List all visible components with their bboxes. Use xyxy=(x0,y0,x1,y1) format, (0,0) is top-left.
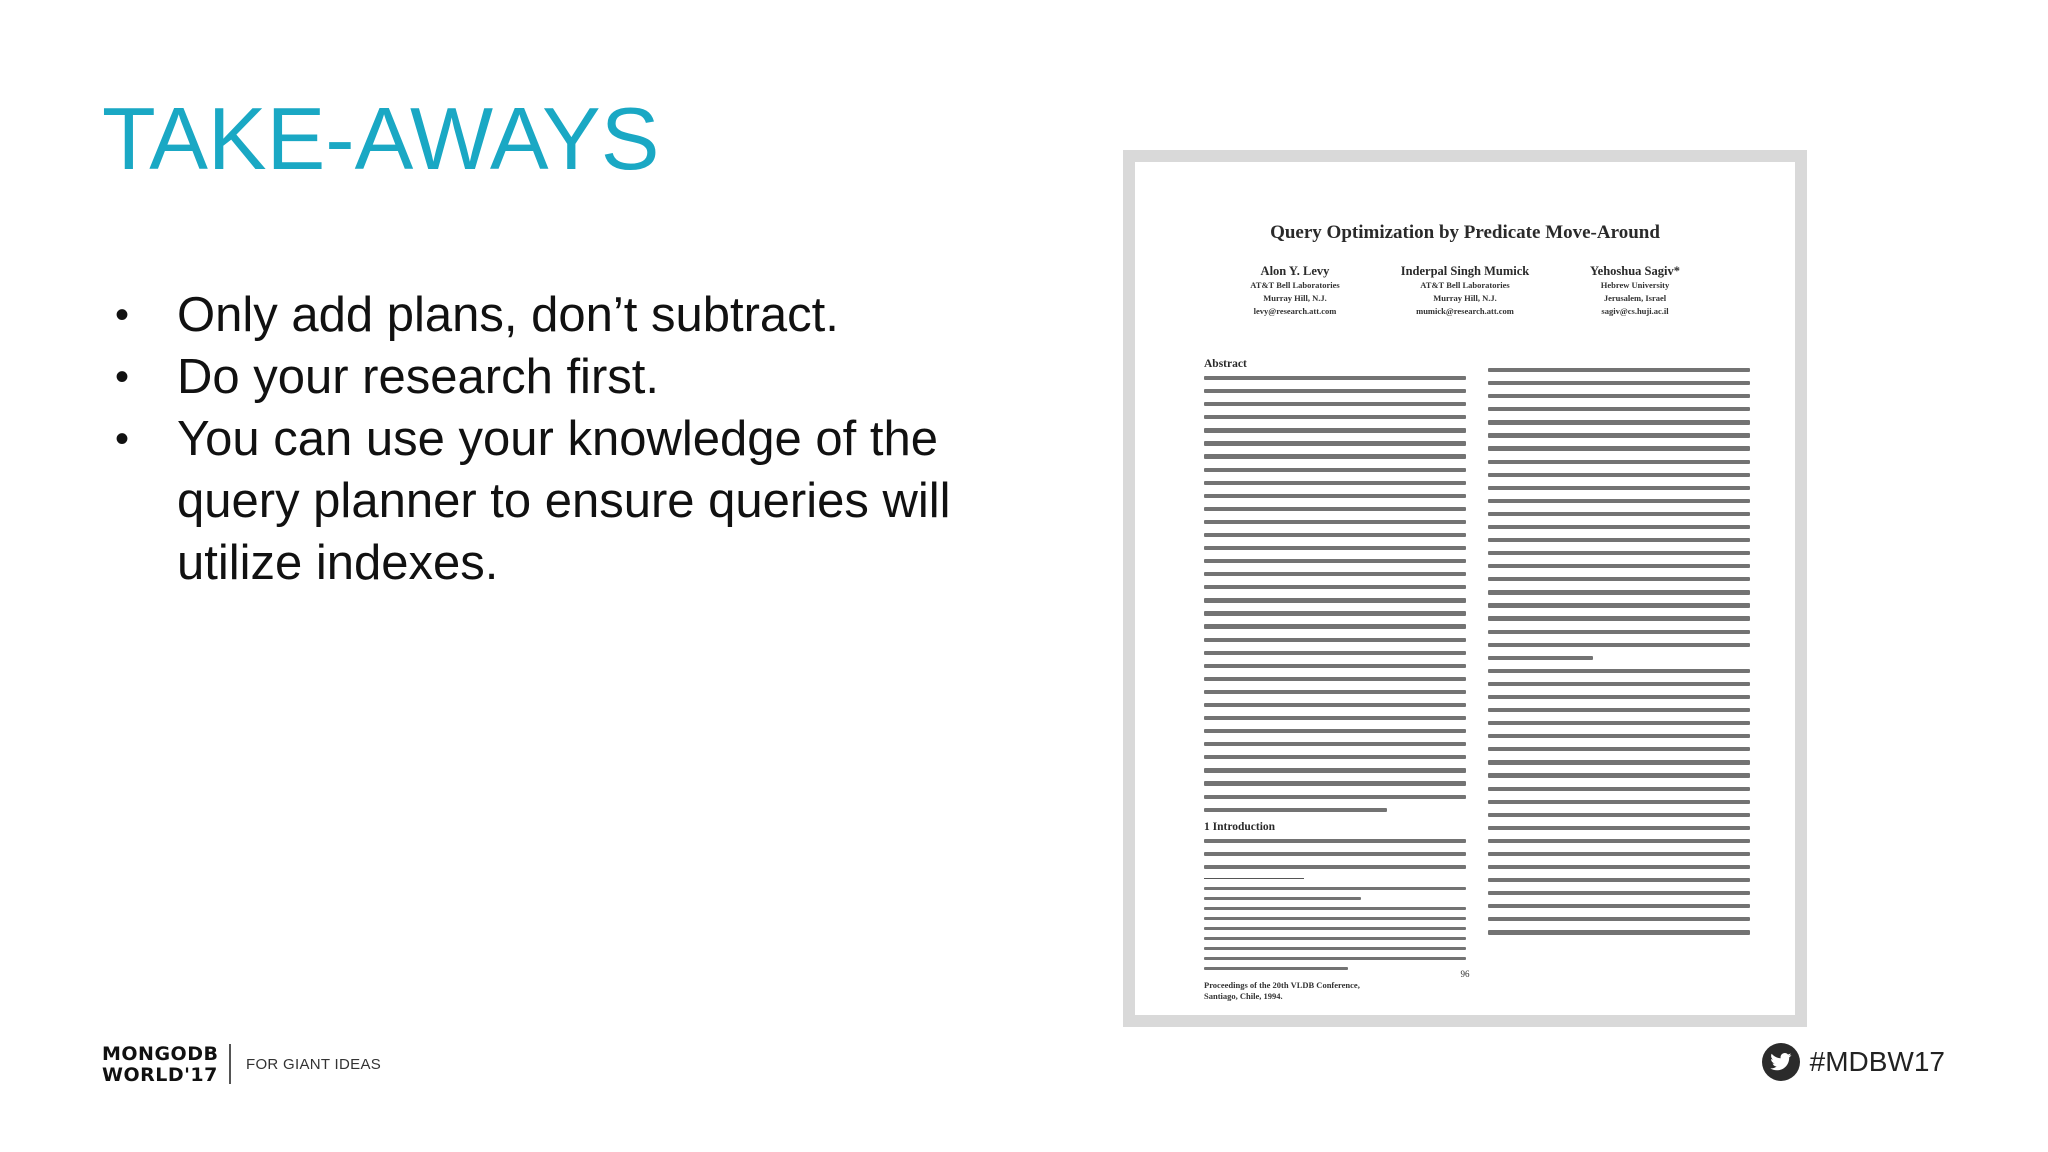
footnote-rule xyxy=(1204,878,1304,879)
body-text-lines xyxy=(1488,368,1750,935)
takeaway-list xyxy=(115,284,1015,594)
takeaway-item xyxy=(115,408,1015,594)
abstract-text-lines xyxy=(1204,376,1466,812)
author-email: sagiv@cs.huji.ac.il xyxy=(1601,306,1669,316)
takeaway-item xyxy=(115,284,1015,346)
event-hashtag: #MDBW17 xyxy=(1809,1046,1945,1077)
paper-left-column xyxy=(1204,358,1466,1002)
author-affiliation: AT&T Bell Laboratories xyxy=(1250,280,1340,290)
author-block xyxy=(1210,264,1380,318)
mongodb-world-logo xyxy=(102,1044,218,1086)
intro-text-lines xyxy=(1204,839,1466,869)
intro-heading: 1 Introduction xyxy=(1204,820,1276,833)
twitter-bird-icon xyxy=(1762,1043,1800,1081)
takeaway-item xyxy=(115,346,1015,408)
author-email: mumick@research.att.com xyxy=(1416,306,1514,316)
author-location: Murray Hill, N.J. xyxy=(1263,293,1327,303)
takeaway-text: You can use your knowledge of the query planner to ensure queries will utilize indexes. xyxy=(177,412,951,590)
footer-divider xyxy=(229,1044,231,1084)
paper-page xyxy=(1135,162,1795,1015)
takeaway-text: Do your research first. xyxy=(177,350,659,404)
paper-title: Query Optimization by Predicate Move-Around xyxy=(1270,222,1660,243)
author-affiliation: Hebrew University xyxy=(1600,280,1670,290)
takeaway-text: Only add plans, don’t subtract. xyxy=(177,288,839,342)
author-block xyxy=(1550,264,1720,318)
author-email: levy@research.att.com xyxy=(1253,306,1337,316)
paper-right-column xyxy=(1488,368,1750,943)
bullet-glyph: • xyxy=(115,355,130,399)
author-location: Murray Hill, N.J. xyxy=(1433,293,1497,303)
logo-line-1: MONGODB xyxy=(102,1043,219,1065)
paper-authors xyxy=(1210,264,1720,318)
bullet-glyph: • xyxy=(115,293,130,337)
author-affiliation: AT&T Bell Laboratories xyxy=(1420,280,1510,290)
author-name: Inderpal Singh Mumick xyxy=(1400,264,1530,278)
author-name: Yehoshua Sagiv* xyxy=(1590,264,1680,278)
page-number: 96 xyxy=(1460,969,1470,979)
author-location: Jerusalem, Israel xyxy=(1603,293,1667,303)
abstract-heading: Abstract xyxy=(1204,358,1247,370)
proceedings-location: Santiago, Chile, 1994. xyxy=(1204,990,1283,1001)
author-name: Alon Y. Levy xyxy=(1260,264,1330,278)
proceedings-line: Proceedings of the 20th VLDB Conference, xyxy=(1204,979,1360,990)
hashtag-group xyxy=(1762,1043,1945,1081)
slide-title: TAKE-AWAYS xyxy=(102,89,660,188)
logo-line-2: WORLD'17 xyxy=(102,1064,218,1086)
bullet-glyph: • xyxy=(115,417,130,461)
paper-screenshot xyxy=(1123,150,1807,1027)
footer-tagline: FOR GIANT IDEAS xyxy=(246,1056,382,1073)
footnote-lines xyxy=(1204,887,1466,970)
author-block xyxy=(1380,264,1550,318)
